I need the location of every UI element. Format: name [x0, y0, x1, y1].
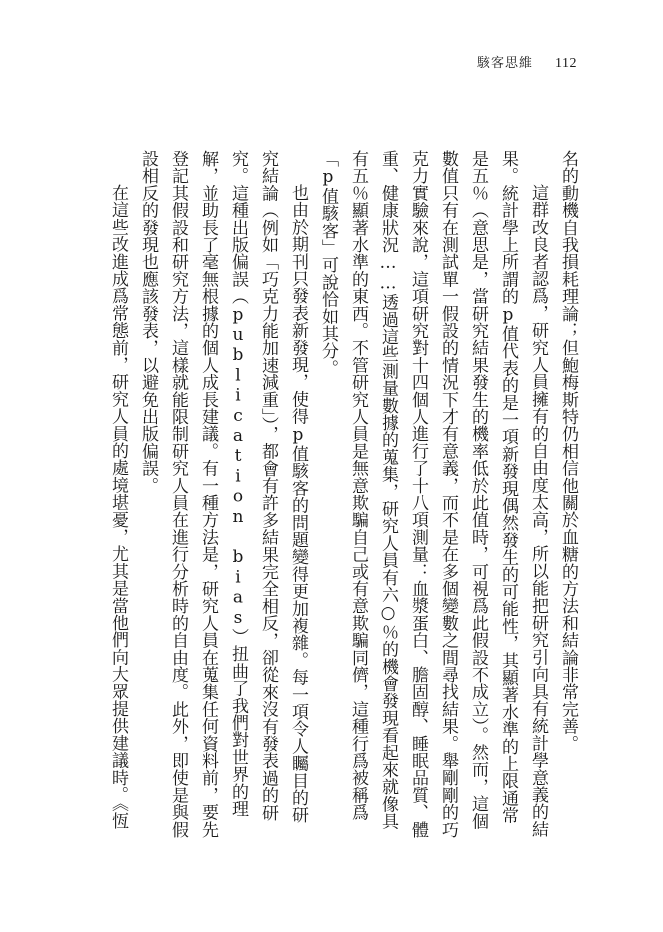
book-title: 駭客思維	[477, 56, 534, 71]
body-text	[73, 150, 583, 840]
page-number: 112	[555, 56, 577, 71]
running-head	[477, 52, 577, 72]
paragraph: 名的動機自我損耗理論；但鮑梅斯特仍相信他關於血糖的方法和結論非常完善。	[558, 150, 578, 752]
paragraph: 這群改良者認爲，研究人員擁有的自由度太高，所以能把研究引向具有統計學意義的結果。統計學上所謂的p值代表的是一項新發現偶然發生的可能性，其顯著水準的上限通常是五％（意思是，當研究結果發生的機率低於此值時，可視爲此假設不成立）。然而，這個數值只有在測試單一假設的情況下才有意義，而不是在多個變數之間尋找結果。舉剛剛的巧克力實驗來說，這項研究對十四個人進行了十八項測量：血漿蛋白、膽固醇、睡眠品質、體重、健康狀況……透過這些測量數據的蒐集，研究人員有六○％的機會發現看起來就像具有五％顯著水準的東西。不管研究人員是無意欺騙自己或有意欺騙同儕，這種行爲被稱爲「p值駭客」可說恰如其分。	[318, 150, 548, 838]
paragraph: 在這些改進成爲常態前，研究人員的處境堪憂，尤其是當他們向大眾提供建議時。《恆	[108, 184, 128, 830]
paragraph: 也由於期刊只發表新發現，使得p值駭客的問題變得更加複雜。每一項令人矚目的研究結論（例如「巧克力能加速減重」），都會有許多結果完全相反，卻從來沒有發表過的研究。這種出版偏誤（publication bias）扭曲了我們對世界的理解，並助長了毫無根據的個人成長建議。有一種方法是，研究人員在蒐集任何資料前，要先登記其假設和研究方法，這樣就能限制研究人員在進行分析時的自由度。此外，即使是與假設相反的發現也應該發表，以避免出版偏誤。	[138, 150, 308, 838]
